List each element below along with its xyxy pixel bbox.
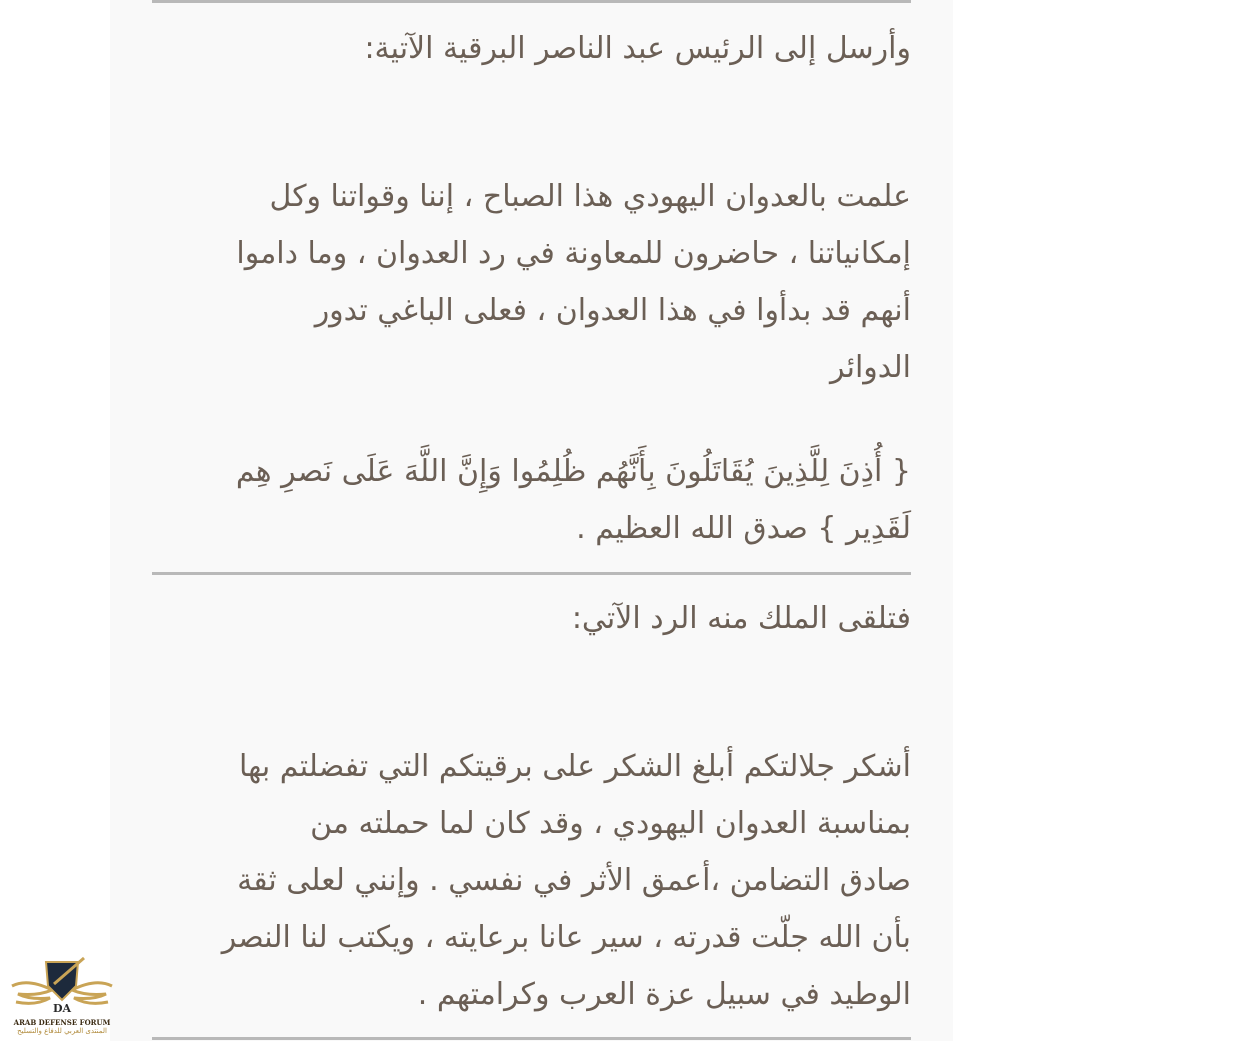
watermark-logo [8,956,116,1040]
paragraph-quran-verse [152,443,911,557]
text-line: أنهم قد بدأوا في هذا العدوان ، فعلى الباغي تدور [314,293,911,328]
paragraph-telegram [152,168,911,396]
text-line: بمناسبة العدوان اليهودي ، وقد كان لما حملته من [310,806,911,841]
svg-text:DA: DA [52,1002,72,1015]
text-line: إمكانياتنا ، حاضرون للمعاونة في رد العدوان ، وما داموا [236,236,911,271]
text-line: الدوائر [830,350,911,385]
shield-wings-icon [8,956,116,1020]
paragraph-reply [152,738,911,1023]
paragraph-intro [152,20,911,77]
text-line: وأرسل إلى الرئيس عبد الناصر البرقية الآتية: [364,31,911,66]
watermark-name-en: ARAB DEFENSE FORUM [13,1018,111,1027]
text-line: بأن الله جلّت قدرته ، سير عانا برعايته ، ويكتب لنا النصر [221,920,911,955]
text-line: لَقَدِير } صدق الله العظيم . [576,511,911,546]
text-line: فتلقى الملك منه الرد الآتي: [571,601,911,636]
divider-middle [152,572,911,575]
text-line: صادق التضامن ،أعمق الأثر في نفسي . وإنني لعلى ثقة [237,863,911,898]
divider-top [152,0,911,3]
text-line: أشكر جلالتكم أبلغ الشكر على برقيتكم التي تفضلتم بها [238,749,911,784]
text-line: { أُذِنَ لِلَّذِينَ يُقَاتَلُونَ بِأَنَّهُم ظُلِمُوا وَإِنَّ اللَّهَ عَلَى نَصرِ هِم [235,454,911,489]
text-line: الوطيد في سبيل عزة العرب وكرامتهم . [417,977,911,1012]
paragraph-reply-intro [152,590,911,647]
watermark-name-ar: المنتدى العربي للدفاع والتسليح [17,1027,107,1035]
text-line: علمت بالعدوان اليهودي هذا الصباح ، إننا وقواتنا وكل [269,179,911,214]
divider-bottom [152,1037,911,1040]
